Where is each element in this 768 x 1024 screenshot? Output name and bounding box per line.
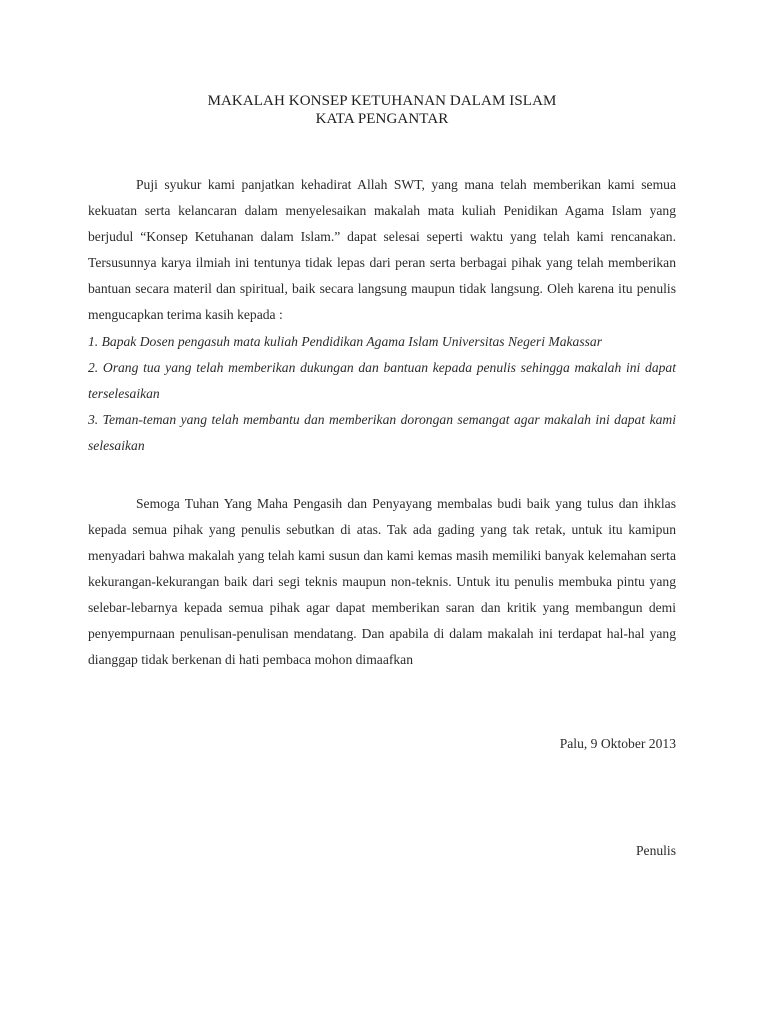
list-item: 3. Teman-teman yang telah membantu dan memberikan dorongan semangat agar makalah ini dapat kami selesaikan — [88, 412, 676, 453]
section-heading: KATA PENGANTAR — [315, 111, 449, 127]
document-title: MAKALAH KONSEP KETUHANAN DALAM ISLAM — [207, 93, 557, 109]
list-item: 2. Orang tua yang telah memberikan dukungan dan bantuan kepada penulis sehingga makalah ini dapat terselesaikan — [88, 360, 676, 401]
list-item: 1. Bapak Dosen pengasuh mata kuliah Pendidikan Agama Islam Universitas Negeri Makassar — [88, 334, 602, 349]
opening-paragraph: Puji syukur kami panjatkan kehadirat Allah SWT, yang mana telah memberikan kami semua kekuatan serta kelancaran dalam menyelesaikan makalah mata kuliah Penidikan Agama Islam yang berjudul “Konsep Ketuhanan dalam Islam.” dapat selesai seperti waktu yang telah kami rencanakan. Tersusunnya karya ilmiah ini tentunya tidak lepas dari peran serta berbagai pihak yang telah memberikan bantuan secara materil dan spiritual, baik secara langsung maupun tidak langsung. Oleh karena itu penulis mengucapkan terima kasih kepada : — [88, 177, 676, 322]
acknowledgement-list — [88, 329, 676, 459]
closing-paragraph: Semoga Tuhan Yang Maha Pengasih dan Penyayang membalas budi baik yang tulus dan ihklas kepada semua pihak yang penulis sebutkan di atas. Tak ada gading yang tak retak, untuk itu kamipun menyadari bahwa makalah yang telah kami susun dan kami kemas masih memiliki banyak kelemahan serta kekurangan-kekurangan baik dari segi teknis maupun non-teknis. Untuk itu penulis membuka pintu yang selebar-lebarnya kepada semua pihak agar dapat memberikan saran dan kritik yang membangun demi penyempurnaan penulisan-penulisan mendatang. Dan apabila di dalam makalah ini terdapat hal-hal yang dianggap tidak berkenan di hati pembaca mohon dimaafkan — [88, 496, 676, 667]
signer-name: Penulis — [635, 843, 676, 858]
document-page — [88, 0, 676, 1024]
place-date: Palu, 9 Oktober 2013 — [559, 736, 676, 751]
